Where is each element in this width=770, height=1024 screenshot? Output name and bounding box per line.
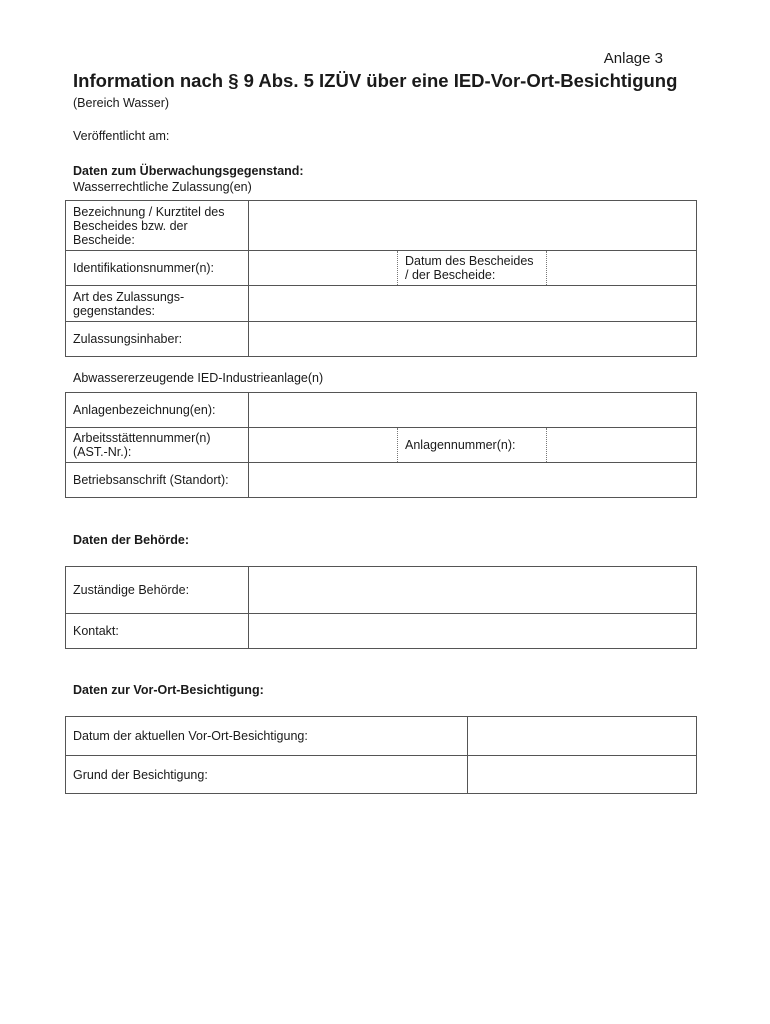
permit-title-label: Bezeichnung / Kurztitel des Bescheides bzw. der Bescheide: (66, 201, 249, 251)
authority-heading: Daten der Behörde: (73, 533, 189, 547)
inspection-reason-label: Grund der Besichtigung: (66, 756, 468, 794)
permit-holder-label: Zulassungsinhaber: (66, 322, 249, 357)
installation-name-field[interactable] (249, 393, 697, 428)
installation-table (65, 392, 697, 498)
authority-label: Zuständige Behörde: (66, 567, 249, 614)
installation-number-field[interactable] (547, 428, 697, 463)
installation-number-label: Anlagennummer(n): (398, 428, 547, 463)
contact-field[interactable] (249, 614, 697, 649)
permit-holder-field[interactable] (249, 322, 697, 357)
monitoring-heading: Daten zum Überwachungsgegenstand: (73, 164, 304, 178)
authority-field[interactable] (249, 567, 697, 614)
inspection-reason-field[interactable] (468, 756, 697, 794)
inspection-date-label: Datum der aktuellen Vor-Ort-Besichtigung: (66, 717, 468, 756)
permit-date-field[interactable] (547, 251, 697, 286)
id-number-field[interactable] (249, 251, 398, 286)
contact-label: Kontakt: (66, 614, 249, 649)
workplace-number-label: Arbeitsstättennummer(n) (AST.-Nr.): (66, 428, 249, 463)
permit-type-field[interactable] (249, 286, 697, 322)
workplace-number-field[interactable] (249, 428, 398, 463)
water-permit-subheading: Wasserrechtliche Zulassung(en) (73, 180, 252, 194)
permit-type-label: Art des Zulassungs-gegenstandes: (66, 286, 249, 322)
inspection-table (65, 716, 697, 794)
published-label: Veröffentlicht am: (73, 129, 170, 143)
business-address-field[interactable] (249, 463, 697, 498)
permit-date-label: Datum des Bescheides / der Bescheide: (398, 251, 547, 286)
annex-label: Anlage 3 (603, 50, 663, 67)
permit-title-field[interactable] (249, 201, 697, 251)
inspection-heading: Daten zur Vor-Ort-Besichtigung: (73, 683, 264, 697)
permit-table (65, 200, 697, 357)
authority-table (65, 566, 697, 649)
inspection-date-field[interactable] (468, 717, 697, 756)
section-area: (Bereich Wasser) (73, 96, 170, 110)
installation-heading: Abwassererzeugende IED-Industrieanlage(n) (73, 371, 324, 385)
id-number-label: Identifikationsnummer(n): (66, 251, 249, 286)
installation-name-label: Anlagenbezeichnung(en): (66, 393, 249, 428)
page-title: Information nach § 9 Abs. 5 IZÜV über eine IED-Vor-Ort-Besichtigung (73, 70, 678, 91)
business-address-label: Betriebsanschrift (Standort): (66, 463, 249, 498)
